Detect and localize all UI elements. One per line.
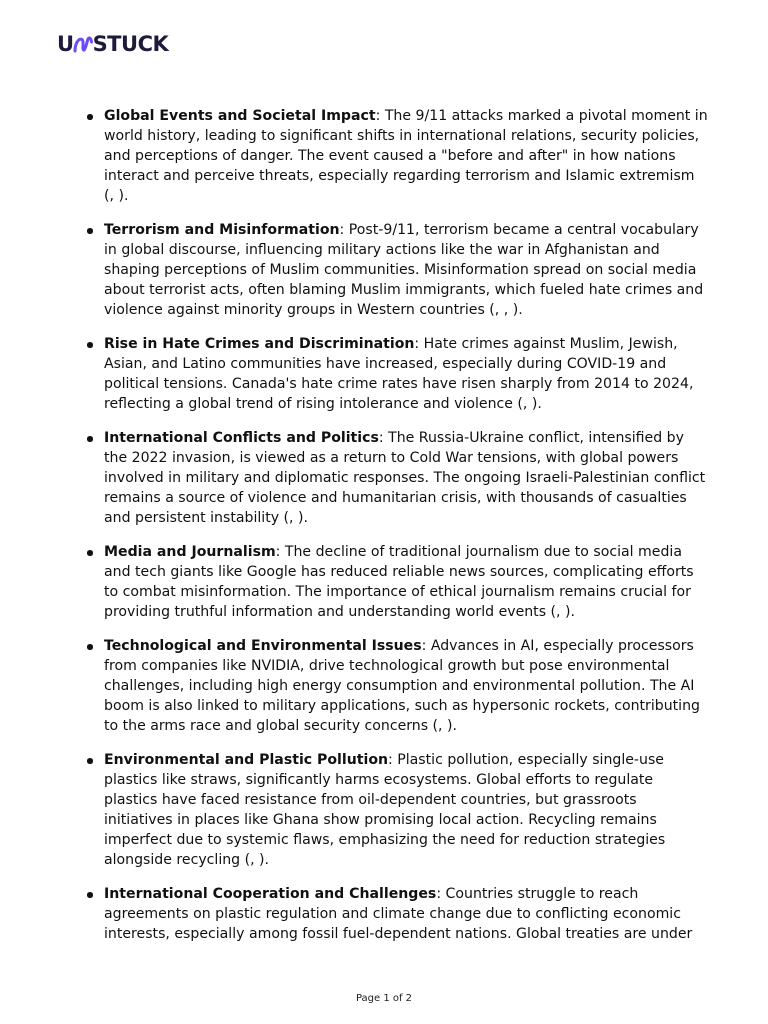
page-footer: Page 1 of 2 (355, 993, 413, 1004)
bullet-heading: Global Events and Societal Impact (104, 108, 376, 124)
list-item (104, 542, 708, 622)
list-item (104, 636, 708, 736)
bullet-text: : The Russia-Ukraine conflict, intensified by the 2022 invasion, is viewed as a return to Cold War tensions, with global powers involved in military and diplomatic responses. The ongoing Israeli-Palestinian conflict remains a source of violence and humanitarian crisis, with thousands of casualties and persistent instability (, ). (104, 430, 706, 526)
list-item (104, 334, 708, 414)
bullet-heading: International Conflicts and Politics (104, 430, 379, 446)
list-item (104, 750, 708, 870)
bullet-text: : Hate crimes against Muslim, Jewish, Asian, and Latino communities have increased, especially during COVID-19 and political tensions. Canada's hate crime rates have risen sharply from 2014 to 2024, reflecting a global trend of rising intolerance and violence (, ). (104, 336, 694, 412)
list-item (104, 428, 708, 528)
bullet-text: : Advances in AI, especially processors from companies like NVIDIA, drive technological growth but pose environmental challenges, including high energy consumption and environmental pollution. The AI boom is also linked to military applications, such as hypersonic rockets, contributing to the arms race and global security concerns (, ). (104, 638, 700, 734)
bullet-text: : Countries struggle to reach agreements on plastic regulation and climate change due to conflicting economic interests, especially among fossil fuel-dependent nations. Global treaties are under (104, 886, 693, 942)
bullet-heading: Rise in Hate Crimes and Discrimination (104, 336, 415, 352)
logo-text-post: STUCK (92, 32, 169, 56)
bullet-list (104, 106, 708, 958)
list-item (104, 220, 708, 320)
bullet-heading: Technological and Environmental Issues (104, 638, 422, 654)
bullet-heading: Terrorism and Misinformation (104, 222, 340, 238)
bullet-heading: International Cooperation and Challenges (104, 886, 437, 902)
list-item (104, 884, 708, 944)
bullet-heading: Media and Journalism (104, 544, 276, 560)
bullet-heading: Environmental and Plastic Pollution (104, 752, 389, 768)
list-item (104, 106, 708, 206)
unstuck-logo (57, 32, 168, 56)
bullet-text: : The 9/11 attacks marked a pivotal moment in world history, leading to significant shifts in international relations, security policies, and perceptions of danger. The event caused a "before and after" in how nations interact and perceive threats, especially regarding terrorism and Islamic extremism (, ). (104, 108, 708, 204)
bullet-text: : The decline of traditional journalism due to social media and tech giants like Google has reduced reliable news sources, complicating efforts to combat misinformation. The importance of ethical journalism remains crucial for providing truthful information and understanding world events (, ). (104, 544, 694, 620)
logo-n-mark-icon (73, 34, 93, 54)
bullet-text: : Post-9/11, terrorism became a central vocabulary in global discourse, influencing military actions like the war in Afghanistan and shaping perceptions of Muslim communities. Misinformation spread on social media about terrorist acts, often blaming Muslim immigrants, which fueled hate crimes and violence against minority groups in Western countries (, , ). (104, 222, 704, 318)
logo-text-pre: U (57, 32, 74, 56)
bullet-text: : Plastic pollution, especially single-use plastics like straws, significantly harms ecosystems. Global efforts to regulate plastics have faced resistance from oil-dependent countries, but grassroots initiatives in places like Ghana show promising local action. Recycling remains imperfect due to systemic flaws, emphasizing the need for reduction strategies alongside recycling (, ). (104, 752, 666, 868)
